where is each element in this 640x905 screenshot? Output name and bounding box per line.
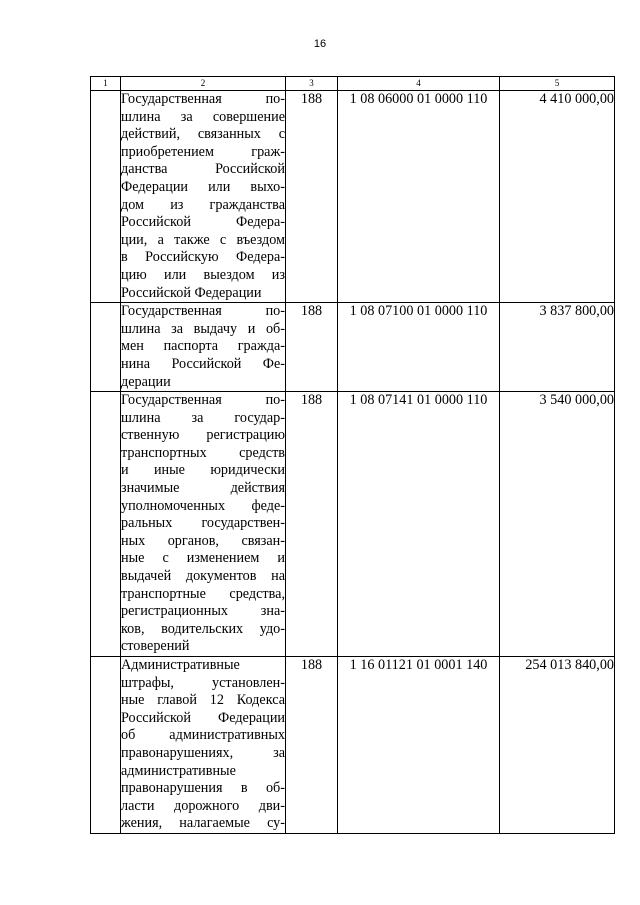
revenue-name-line: штрафы, установлен-	[121, 674, 285, 691]
revenue-name-line: ные с изменением и	[121, 550, 285, 567]
revenue-name-line: шлина за совершение	[121, 108, 285, 125]
column-number-4: 4	[338, 77, 500, 91]
administrator-code-cell: 188	[286, 303, 338, 392]
section-cell	[91, 657, 121, 834]
revenue-name-line: правонарушения в об-	[121, 780, 285, 797]
revenue-name-line: ласти дорожного дви-	[121, 797, 285, 814]
revenue-name-line: правонарушениях, за	[121, 744, 285, 761]
revenue-name-line: ных органов, связан-	[121, 532, 285, 549]
revenue-name-line: нина Российской Фе-	[121, 355, 285, 372]
revenue-name-line: шлина за выдачу и об-	[121, 320, 285, 337]
budget-classification-code-cell: 1 08 07141 01 0000 110	[338, 392, 500, 657]
column-number-3: 3	[286, 77, 338, 91]
amount-cell: 254 013 840,00	[500, 657, 615, 834]
revenue-name-line: мен паспорта гражда-	[121, 338, 285, 355]
revenue-name-line: приобретением граж-	[121, 143, 285, 160]
revenue-name-line: административные	[121, 762, 236, 779]
column-number-5: 5	[500, 77, 615, 91]
revenue-name-line: ные главой 12 Кодекса	[121, 692, 285, 709]
administrator-code-cell: 188	[286, 91, 338, 303]
budget-classification-code-cell: 1 08 07100 01 0000 110	[338, 303, 500, 392]
page-number: 16	[313, 38, 327, 50]
revenue-name-line: ков, водительских удо-	[121, 620, 285, 637]
revenue-name-line: Государственная по-	[121, 392, 285, 409]
revenue-name-line: стоверений	[121, 638, 190, 655]
table-row	[91, 91, 615, 303]
revenue-name-line: Российской Федерации	[121, 284, 262, 301]
revenue-name-cell	[121, 303, 286, 392]
revenue-name-cell	[121, 91, 286, 303]
section-cell	[91, 303, 121, 392]
table-row	[91, 392, 615, 657]
revenue-name-line: цию или выездом из	[121, 266, 285, 283]
revenue-name-line: Административные	[121, 657, 240, 673]
revenue-name-line: об административных	[121, 727, 285, 744]
revenue-name-line: жения, налагаемые су-	[121, 815, 285, 832]
table-header-row	[91, 77, 615, 91]
amount-cell: 3 837 800,00	[500, 303, 615, 392]
table-row	[91, 303, 615, 392]
revenue-name-line: Российской Федера-	[121, 214, 285, 231]
budget-classification-code-cell: 1 08 06000 01 0000 110	[338, 91, 500, 303]
administrator-code-cell: 188	[286, 392, 338, 657]
column-number-2: 2	[121, 77, 286, 91]
revenue-name-line: транспортные средства,	[121, 585, 285, 602]
revenue-name-line: шлина за государ-	[121, 409, 285, 426]
revenue-name-line: Российской Федерации	[121, 709, 285, 726]
revenue-name-line: ции, а также с въездом	[121, 231, 285, 248]
revenue-name-line: Государственная по-	[121, 91, 285, 107]
budget-classification-code-cell: 1 16 01121 01 0001 140	[338, 657, 500, 834]
revenue-name-line: выдачей документов на	[121, 568, 285, 585]
revenue-name-line: и иные юридически	[121, 462, 285, 479]
revenue-name-line: Федерации или выхо-	[121, 178, 285, 195]
revenue-name-line: действий, связанных с	[121, 126, 285, 143]
section-cell	[91, 392, 121, 657]
section-cell	[91, 91, 121, 303]
revenue-name-line: дерации	[121, 373, 171, 390]
revenue-name-line: данства Российской	[121, 161, 285, 178]
revenue-name-line: в Российскую Федера-	[121, 249, 285, 266]
revenue-name-cell	[121, 392, 286, 657]
administrator-code-cell: 188	[286, 657, 338, 834]
revenue-name-line: регистрационных зна-	[121, 603, 285, 620]
revenue-name-line: Государственная по-	[121, 303, 285, 320]
table-row	[91, 657, 615, 834]
revenue-name-line: ральных государствен-	[121, 515, 285, 532]
revenue-name-line: транспортных средств	[121, 444, 285, 461]
amount-cell: 3 540 000,00	[500, 392, 615, 657]
revenue-name-line: уполномоченных феде-	[121, 497, 285, 514]
revenue-name-line: ственную регистрацию	[121, 427, 285, 444]
revenue-table	[90, 76, 615, 834]
amount-cell: 4 410 000,00	[500, 91, 615, 303]
column-number-1: 1	[91, 77, 121, 91]
revenue-name-cell	[121, 657, 286, 834]
table-body	[91, 91, 615, 834]
revenue-name-line: значимые действия	[121, 480, 285, 497]
revenue-name-line: дом из гражданства	[121, 196, 285, 213]
